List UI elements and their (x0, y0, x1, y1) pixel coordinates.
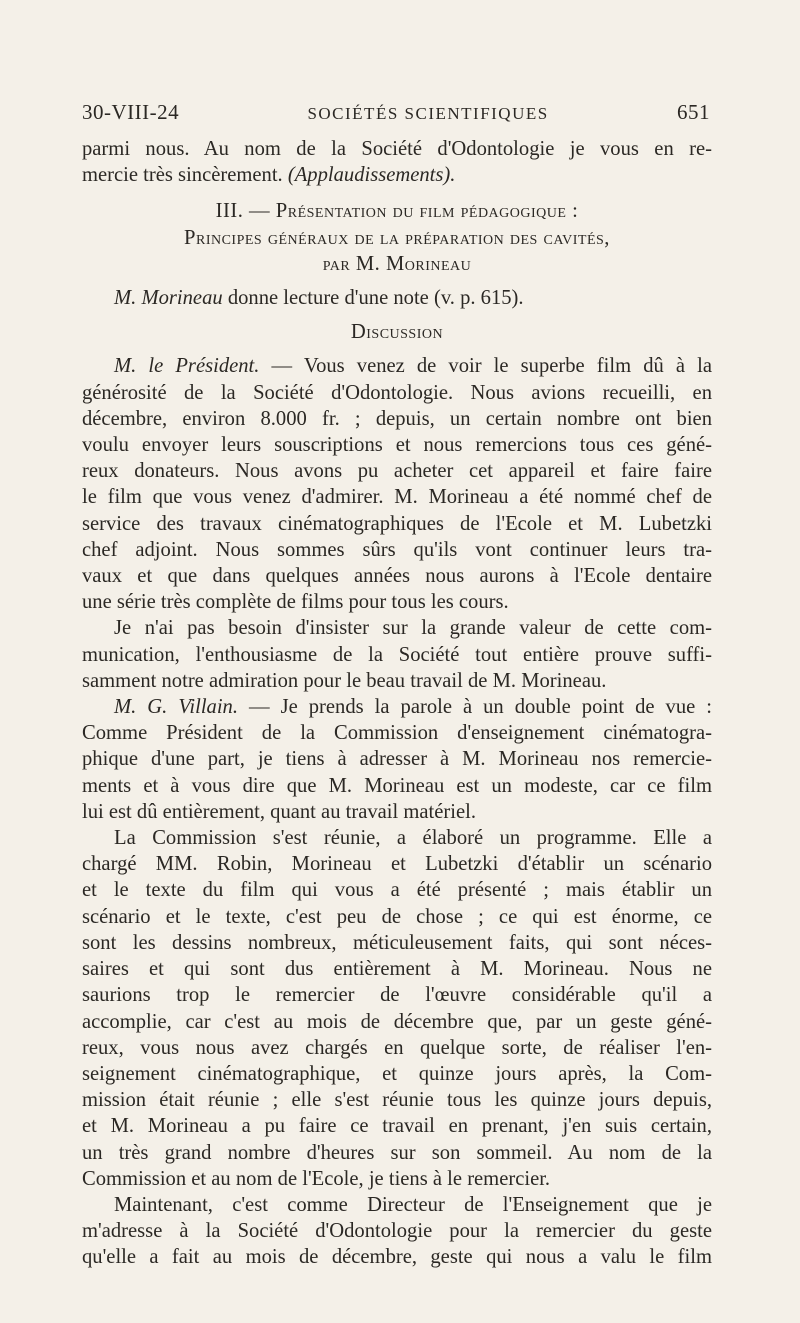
president-line: décembre, environ 8.000 fr. ; depuis, un certain nombre ont bien (82, 407, 712, 430)
opening-line-2 (82, 162, 712, 188)
paragraph-line: Maintenant, c'est comme Directeur de l'Enseignement que je (114, 1193, 712, 1216)
president-line: vaux et que dans quelques années nous aurons à l'Ecole dentaire (82, 565, 712, 588)
president-line: reux donateurs. Nous avons pu acheter cet appareil et faire faire (82, 460, 712, 483)
paragraph-line: un très grand nombre d'heures sur son sommeil. Au nom de la (82, 1141, 712, 1164)
paragraph-line: m'adresse à la Société d'Odontologie pour la remercier du geste (82, 1220, 712, 1243)
president-speaker: M. le Président. (114, 355, 260, 378)
paragraph-4 (82, 825, 712, 1192)
paragraph-line: accomplie, car c'est au mois de décembre que, par un geste géné- (82, 1010, 712, 1033)
paragraph-line: saires et qui sont dus entièrement à M. Morineau. Nous ne (82, 958, 712, 981)
villain-line: phique d'une part, je tiens à adresser à M. Morineau nos remercie- (82, 748, 712, 771)
paragraph-line: scénario et le texte, c'est peu de chose ; ce qui est énorme, ce (82, 905, 712, 928)
note-line (82, 285, 712, 311)
paragraph-line: samment notre admiration pour le beau travail de M. Morineau. (82, 669, 607, 692)
applause-note: (Applaudissements). (287, 164, 456, 187)
paragraph-line: et M. Morineau a pu faire ce travail en prenant, j'en suis certain, (82, 1115, 712, 1138)
president-line: chef adjoint. Nous sommes sûrs qu'ils vont continuer leurs tra- (82, 538, 712, 561)
paragraph-line: La Commission s'est réunie, a élaboré un programme. Elle a (114, 827, 712, 850)
note-text: donne lecture d'une note (v. p. 615). (222, 287, 524, 310)
president-line: générosité de la Société d'Odontologie. Nous avions recueilli, en (82, 381, 712, 404)
president-line: voulu envoyer leurs souscriptions et nous remercions tous ces géné- (82, 434, 712, 457)
villain-speaker: M. G. Villain. (114, 696, 239, 719)
section-heading-line-3: par M. Morineau (322, 252, 472, 275)
page-number: 651 (677, 100, 710, 124)
paragraph-line: Commission et au nom de l'Ecole, je tiens à le remercier. (82, 1167, 551, 1190)
president-line: une série très complète de films pour tous les cours. (82, 591, 509, 614)
section-heading-line-1: III. — Présentation du film pédagogique : (215, 200, 579, 223)
president-paragraph (82, 353, 712, 615)
opening-line-1: parmi nous. Au nom de la Société d'Odontologie je vous en re- (82, 138, 712, 160)
paragraph-line: mission était réunie ; elle s'est réunie tous les quinze jours depuis, (82, 1089, 712, 1112)
paragraph-line: reux, vous nous avez chargés en quelque sorte, de réaliser l'en- (82, 1036, 712, 1059)
running-header (82, 100, 710, 125)
paragraph-line: qu'elle a fait au mois de décembre, geste qui nous a valu le film (82, 1246, 712, 1269)
villain-paragraph (82, 694, 712, 825)
paragraph-5 (82, 1192, 712, 1271)
paragraph-line: et le texte du film qui vous a été présenté ; mais établir un (82, 879, 712, 902)
body-text (82, 136, 712, 1271)
paragraph-line: saurions trop le remercier de l'œuvre considérable qu'il a (82, 984, 712, 1007)
villain-line: ments et à vous dire que M. Morineau est un modeste, car ce film (82, 774, 712, 797)
header-date: 30-VIII-24 (82, 100, 180, 124)
paragraph-line: sont les dessins nombreux, méticuleusement faits, qui sont néces- (82, 931, 712, 954)
discussion-heading: Discussion (350, 321, 444, 344)
villain-line-0: M. G. Villain. — Je prends la parole à un double point de vue : (114, 696, 712, 719)
villain-line: Comme Président de la Commission d'enseignement cinématogra- (82, 722, 712, 745)
president-line-0: M. le Président. — Vous venez de voir le superbe film dû à la (114, 355, 712, 378)
paragraph-line: seignement cinématographique, et quinze jours après, la Com- (82, 1062, 712, 1085)
paragraph-2 (82, 615, 712, 694)
header-title: SOCIÉTÉS SCIENTIFIQUES (307, 104, 549, 123)
note-speaker: M. Morineau (114, 287, 223, 310)
paragraph-line: munication, l'enthousiasme de la Société tout entière prouve suffi- (82, 643, 712, 666)
villain-line: lui est dû entièrement, quant au travail matériel. (82, 800, 476, 823)
paragraph-line: Je n'ai pas besoin d'insister sur la grande valeur de cette com- (114, 617, 712, 640)
president-line: service des travaux cinématographiques de l'Ecole et M. Lubetzki (82, 512, 712, 535)
section-heading-line-2: Principes généraux de la préparation des cavités, (184, 226, 610, 249)
opening-text: mercie très sincèrement. (82, 164, 288, 187)
president-line: le film que vous venez d'admirer. M. Morineau a été nommé chef de (82, 486, 712, 509)
paragraph-line: chargé MM. Robin, Morineau et Lubetzki d'établir un scénario (82, 853, 712, 876)
